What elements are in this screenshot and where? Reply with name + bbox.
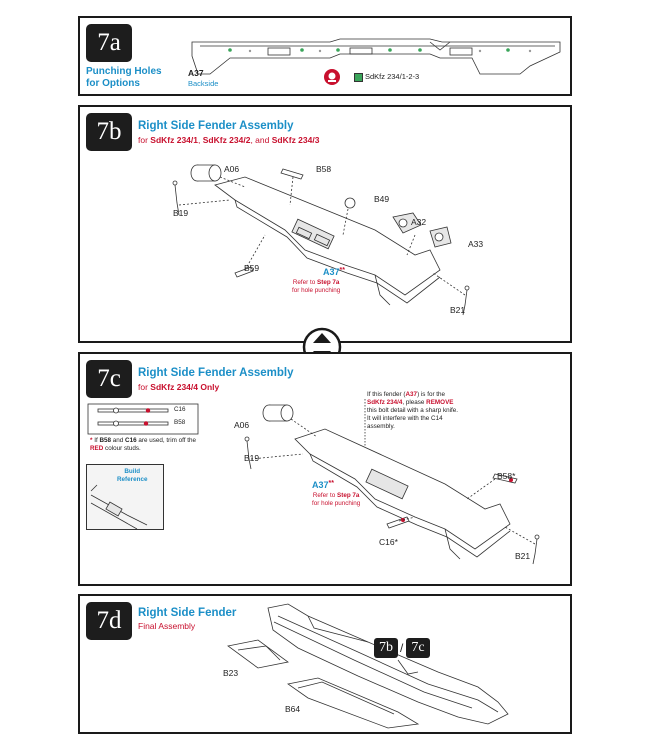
- build-reference-label: Build Reference: [117, 468, 148, 483]
- ref-badge-7b: 7b: [374, 638, 398, 658]
- part-label-c16-7c: C16*: [379, 537, 398, 547]
- part-label-b58-7c: B58*: [497, 471, 516, 481]
- refer-note-7c: Refer to Step 7a for hole punching: [312, 492, 361, 507]
- ref-separator: /: [400, 641, 404, 655]
- part-note-backside: Backside: [188, 79, 219, 88]
- part-label-b59: B59: [244, 263, 260, 273]
- step-badge-7c: 7c: [86, 360, 132, 398]
- inset-parts-drawing: [88, 404, 204, 434]
- step-7a-title-line2: for Options: [86, 78, 140, 89]
- step-7a-title-line1: Punching Holes: [86, 66, 162, 77]
- step-badge-7a: 7a: [86, 24, 132, 62]
- step-7d-subtitle: Final Assembly: [138, 621, 196, 631]
- remove-bolt-callout: If this fender (A37) is for the SdKfz 234/4, please REMOVE this bolt detail with a sharp knife. It will interfere with the C14 assembly.: [367, 391, 459, 430]
- ref-badge-7c: 7c: [406, 638, 430, 658]
- inset-parts-box: [88, 404, 204, 458]
- part-label-b23: B23: [223, 668, 239, 678]
- step-7b-title: Right Side Fender Assembly: [138, 120, 294, 132]
- inset-label-c16: C16: [174, 406, 186, 413]
- build-reference-box: [86, 464, 164, 530]
- part-label-b19: B19: [173, 208, 189, 218]
- part-label-a06-7c: A06: [234, 420, 250, 430]
- punch-tool-icon: [323, 68, 341, 86]
- refer-note-7b: Refer to Step 7a for hole punching: [292, 279, 341, 294]
- part-label-a33: A33: [468, 239, 484, 249]
- part-label-b64: B64: [285, 704, 301, 714]
- a37-label-7c: A37**: [312, 480, 334, 490]
- part-label-b19-7c: B19: [244, 453, 260, 463]
- step-7b-subtitle: for SdKfz 234/1, SdKfz 234/2, and SdKfz 234/3: [138, 135, 320, 145]
- inset-label-b58: B58: [174, 419, 186, 426]
- part-label-a32: A32: [411, 217, 427, 227]
- part-label-a06: A06: [224, 164, 240, 174]
- step-7c-subtitle: for SdKfz 234/4 Only: [138, 382, 220, 392]
- part-label-a37: A37: [188, 68, 204, 78]
- panel-7b: [78, 105, 572, 343]
- part-label-b49: B49: [374, 194, 390, 204]
- fender-final-assembly-drawing: [218, 602, 538, 730]
- part-label-b21: B21: [450, 305, 466, 315]
- panel-7a: [78, 16, 572, 96]
- variant-swatch-icon: [354, 73, 363, 82]
- fender-assembly-7b-drawing: [175, 155, 475, 330]
- panel-7d: [78, 594, 572, 734]
- panel-7c: [78, 352, 572, 586]
- step-7d-title: Right Side Fender: [138, 607, 237, 619]
- step-badge-7d: 7d: [86, 602, 132, 640]
- fender-assembly-7c-drawing: [255, 399, 555, 569]
- inset-trim-note: * If B58 and C16 are used, trim off the RED colour studs.: [90, 437, 196, 452]
- part-label-b58: B58: [316, 164, 332, 174]
- step-badge-7b: 7b: [86, 113, 132, 151]
- variant-label: SdKfz 234/1-2-3: [365, 72, 420, 81]
- step-7c-title: Right Side Fender Assembly: [138, 367, 294, 379]
- a37-label-7b: A37**: [323, 267, 345, 277]
- part-label-b21-7c: B21: [515, 551, 531, 561]
